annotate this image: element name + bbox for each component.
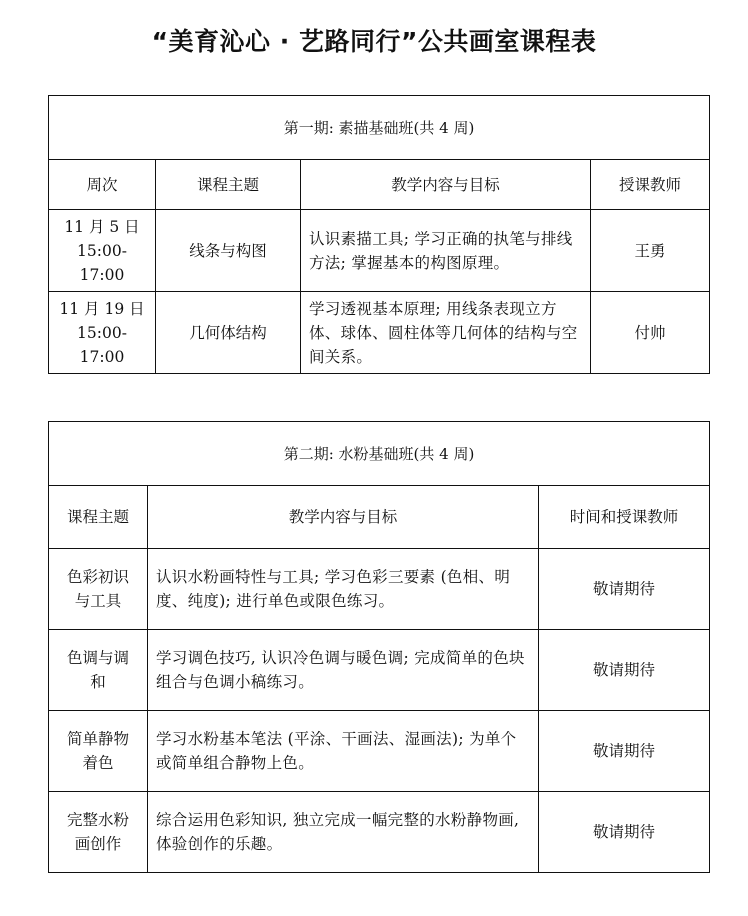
header-time-teacher: 时间和授课教师 [539, 486, 710, 549]
page-title: “美育沁心 · 艺路同行”公共画室课程表 [151, 27, 597, 56]
header-content: 教学内容与目标 [148, 486, 539, 549]
content-cell: 学习调色技巧, 认识冷色调与暖色调; 完成简单的色块组合与色调小稿练习。 [148, 630, 539, 711]
table-row [49, 630, 710, 711]
content-cell: 认识素描工具; 学习正确的执笔与排线方法; 掌握基本的构图原理。 [301, 210, 591, 292]
header-topic: 课程主题 [156, 160, 301, 210]
term2-caption: 第二期: 水粉基础班(共 4 周) [49, 422, 710, 486]
table-row [49, 792, 710, 873]
topic-line: 色调与调 [66, 649, 129, 667]
table-header-row [49, 486, 710, 549]
content-cell: 认识水粉画特性与工具; 学习色彩三要素 (色相、明度、纯度); 进行单色或限色练习。 [148, 549, 539, 630]
teacher-cell: 王勇 [591, 210, 710, 292]
topic-line: 着色 [82, 754, 114, 772]
topic-cell: 线条与构图 [156, 210, 301, 292]
table-row [49, 210, 710, 292]
session-time: 15:00-17:00 [77, 323, 127, 366]
teacher-cell: 付帅 [591, 292, 710, 374]
session-date: 11 月 19 日 [59, 299, 145, 318]
week-cell [49, 292, 156, 374]
teacher-cell: 敬请期待 [539, 549, 710, 630]
table-caption-row [49, 422, 710, 486]
table-caption-row [49, 96, 710, 160]
term2-schedule-table [48, 421, 710, 873]
header-week: 周次 [49, 160, 156, 210]
table-row [49, 711, 710, 792]
teacher-cell: 敬请期待 [539, 792, 710, 873]
header-topic: 课程主题 [49, 486, 148, 549]
content-cell: 学习水粉基本笔法 (平涂、干画法、湿画法); 为单个或简单组合静物上色。 [148, 711, 539, 792]
topic-cell [49, 711, 148, 792]
topic-line: 画创作 [74, 835, 122, 853]
header-content: 教学内容与目标 [301, 160, 591, 210]
topic-cell [49, 630, 148, 711]
teacher-cell: 敬请期待 [539, 711, 710, 792]
session-date: 11 月 5 日 [64, 217, 140, 236]
table-header-row [49, 160, 710, 210]
week-cell [49, 210, 156, 292]
term1-schedule-table [48, 95, 710, 374]
topic-cell [49, 549, 148, 630]
topic-line: 与工具 [74, 592, 122, 610]
topic-line: 完整水粉 [66, 811, 129, 829]
topic-line: 和 [90, 673, 106, 691]
teacher-cell: 敬请期待 [539, 630, 710, 711]
topic-cell [49, 792, 148, 873]
header-teacher: 授课教师 [591, 160, 710, 210]
topic-cell: 几何体结构 [156, 292, 301, 374]
term1-caption: 第一期: 素描基础班(共 4 周) [49, 96, 710, 160]
session-time: 15:00-17:00 [77, 241, 127, 284]
topic-line: 简单静物 [66, 730, 129, 748]
content-cell: 学习透视基本原理; 用线条表现立方体、球体、圆柱体等几何体的结构与空间关系。 [301, 292, 591, 374]
topic-line: 色彩初识 [66, 568, 129, 586]
content-cell: 综合运用色彩知识, 独立完成一幅完整的水粉静物画, 体验创作的乐趣。 [148, 792, 539, 873]
table-row [49, 292, 710, 374]
table-row [49, 549, 710, 630]
